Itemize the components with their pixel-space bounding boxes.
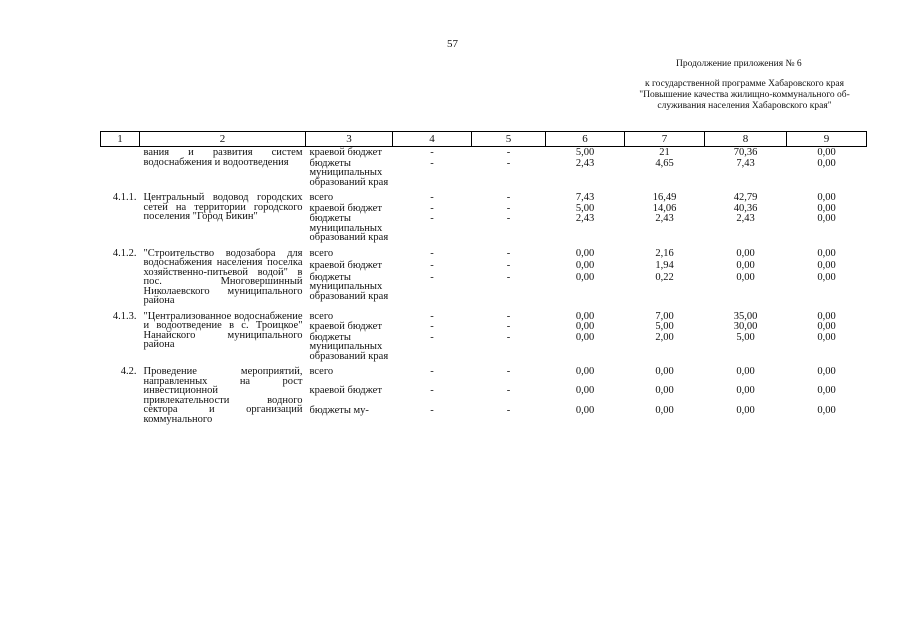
column-number-row	[101, 132, 867, 147]
item-code: 4.2.	[120, 366, 137, 377]
item-code: 4.1.1.	[112, 192, 137, 203]
column-header: 6	[546, 132, 625, 147]
value-cell-c5: -	[506, 271, 511, 283]
value-cell-c4: -	[430, 247, 434, 259]
value-cell-c6: 2,43	[575, 213, 595, 224]
value-cell-c9: 0,00	[817, 147, 836, 158]
funding-source: краевой бюджет	[309, 259, 382, 271]
funding-source: всего	[309, 366, 334, 377]
value-cell-c9: 0,00	[817, 247, 836, 259]
value-cell-c7: 21	[659, 147, 670, 158]
value-cell-c4: -	[430, 157, 434, 169]
value-cell-c8: 0,00	[736, 366, 755, 377]
value-cell-c7: 5,00	[655, 321, 674, 332]
value-cell-c7: 14,06	[652, 202, 677, 214]
value-cell-c6: 0,00	[575, 259, 595, 271]
value-cell-c8: 7,43	[736, 157, 755, 169]
column-header: 1	[101, 132, 140, 147]
page-number: 57	[447, 38, 458, 50]
funding-source: краевой бюджет	[309, 202, 382, 214]
funding-source: бюджеты муниципальных образований края	[309, 271, 389, 302]
item-code	[101, 147, 140, 188]
column-header: 4	[393, 132, 472, 147]
value-cell-c6: 0,00	[575, 366, 595, 377]
value-cell-c9: 0,00	[817, 157, 836, 169]
value-cell-c9: 0,00	[817, 192, 836, 203]
subtitle-line: к государственной программе Хабаровского края	[644, 79, 845, 89]
value-cell-c5: -	[506, 147, 511, 158]
subtitle-line: служивания населения Хабаровского края"	[657, 101, 832, 111]
appendix-subtitle	[612, 79, 877, 112]
column-header: 8	[705, 132, 787, 147]
value-cell-c4: -	[430, 331, 434, 343]
value-cell-c4: -	[430, 259, 434, 271]
funding-source: всего	[309, 192, 334, 203]
funding-source: всего	[309, 247, 334, 259]
value-cell-c4: -	[430, 202, 434, 214]
column-header: 7	[625, 132, 705, 147]
funding-source: бюджеты му-	[309, 404, 369, 416]
item-code: 4.1.3.	[112, 310, 137, 322]
value-cell-c6: 0,00	[575, 271, 595, 283]
item-name: "Строительство водозабора для водоснабжения населения поселка хозяйственно-питьевой водой" в пос. Многовершинный Николаевского муниципального района	[143, 247, 303, 306]
value-cell-c4: -	[430, 192, 434, 203]
value-cell-c9: 0,00	[817, 331, 836, 343]
value-cell-c7: 0,00	[655, 404, 674, 416]
value-cell-c5: -	[506, 213, 511, 224]
value-cell-c8: 30,00	[733, 321, 758, 332]
value-cell-c9: 0,00	[817, 385, 836, 397]
value-cell-c8: 0,00	[736, 259, 755, 271]
column-header: 9	[787, 132, 867, 147]
value-cell-c9: 0,00	[817, 310, 836, 322]
value-cell-c6: 0,00	[575, 331, 595, 343]
table-row	[101, 366, 867, 385]
value-cell-c8: 42,79	[733, 192, 758, 203]
table-row	[101, 192, 867, 203]
item-name: Проведение мероприятий, направленных на рост инвестиционной привлекательности водного сектора и организаций коммунального	[143, 366, 303, 425]
value-cell-c8: 70,36	[733, 147, 758, 158]
value-cell-c5: -	[506, 310, 511, 322]
value-cell-c6: 0,00	[575, 404, 595, 416]
value-cell-c9: 0,00	[817, 366, 836, 377]
value-cell-c6: 0,00	[575, 310, 595, 322]
item-name: Центральный водовод городских сетей на территории городского поселения "Город Бикин"	[143, 192, 303, 222]
value-cell-c8: 5,00	[736, 331, 755, 343]
value-cell-c5: -	[506, 157, 511, 169]
column-header: 2	[140, 132, 306, 147]
funding-source: бюджеты муниципальных образований края	[309, 213, 389, 243]
value-cell-c6: 0,00	[575, 247, 595, 259]
value-cell-c7: 2,16	[655, 247, 674, 259]
table-row	[101, 147, 867, 158]
value-cell-c7: 2,43	[655, 213, 674, 224]
value-cell-c8: 2,43	[736, 213, 755, 224]
value-cell-c8: 0,00	[736, 404, 755, 416]
funding-source: краевой бюджет	[309, 147, 382, 158]
value-cell-c7: 1,94	[655, 259, 674, 271]
item-code: 4.1.2.	[112, 247, 137, 259]
value-cell-c9: 0,00	[817, 404, 836, 416]
funding-source: краевой бюджет	[309, 321, 382, 332]
value-cell-c5: -	[506, 385, 511, 397]
value-cell-c9: 0,00	[817, 321, 836, 332]
value-cell-c4: -	[430, 213, 434, 224]
budget-table	[100, 131, 867, 424]
value-cell-c8: 0,00	[736, 385, 755, 397]
funding-source: бюджеты муниципальных образований края	[309, 331, 389, 362]
value-cell-c8: 35,00	[733, 310, 758, 322]
value-cell-c5: -	[506, 331, 511, 343]
column-header: 5	[472, 132, 546, 147]
funding-source: краевой бюджет	[309, 385, 382, 397]
item-name: "Централизованное водоснабжение и водоотведение в с. Троицкое" Нанайского муниципального района	[143, 310, 303, 350]
value-cell-c5: -	[506, 404, 511, 416]
funding-source: бюджеты муниципальных образований края	[309, 157, 389, 188]
value-cell-c7: 7,00	[655, 310, 674, 322]
value-cell-c7: 16,49	[652, 192, 677, 203]
value-cell-c6: 0,00	[575, 321, 595, 332]
value-cell-c5: -	[506, 247, 511, 259]
value-cell-c9: 0,00	[817, 202, 836, 214]
value-cell-c5: -	[506, 366, 511, 377]
appendix-continuation: Продолжение приложения № 6	[676, 59, 802, 69]
value-cell-c4: -	[430, 147, 434, 158]
value-cell-c6: 7,43	[575, 192, 595, 203]
value-cell-c7: 4,65	[655, 157, 674, 169]
value-cell-c6: 5,00	[575, 202, 595, 214]
value-cell-c9: 0,00	[817, 271, 836, 283]
funding-source: всего	[309, 310, 334, 322]
value-cell-c4: -	[430, 321, 434, 332]
value-cell-c5: -	[506, 259, 511, 271]
value-cell-c4: -	[430, 366, 434, 377]
value-cell-c7: 0,00	[655, 385, 674, 397]
value-cell-c7: 0,22	[655, 271, 674, 283]
value-cell-c7: 0,00	[655, 366, 674, 377]
value-cell-c8: 0,00	[736, 271, 755, 283]
value-cell-c7: 2,00	[655, 331, 674, 343]
table-row	[101, 248, 867, 260]
value-cell-c9: 0,00	[817, 259, 836, 271]
value-cell-c8: 0,00	[736, 247, 755, 259]
value-cell-c4: -	[430, 310, 434, 322]
value-cell-c4: -	[430, 385, 434, 397]
table-row	[101, 311, 867, 322]
table-body	[101, 147, 867, 425]
value-cell-c5: -	[506, 202, 511, 214]
value-cell-c4: -	[430, 404, 434, 416]
value-cell-c6: 0,00	[575, 385, 595, 397]
value-cell-c8: 40,36	[733, 202, 758, 214]
value-cell-c6: 2,43	[575, 157, 595, 169]
subtitle-line: "Повышение качества жилищно-коммунального об-	[639, 90, 850, 100]
value-cell-c5: -	[506, 192, 511, 203]
column-header: 3	[306, 132, 393, 147]
item-name: вания и развития систем водоснабжения и водоотведения	[143, 147, 303, 168]
value-cell-c6: 5,00	[575, 147, 595, 158]
value-cell-c9: 0,00	[817, 213, 836, 224]
value-cell-c5: -	[506, 321, 511, 332]
value-cell-c4: -	[430, 271, 434, 283]
